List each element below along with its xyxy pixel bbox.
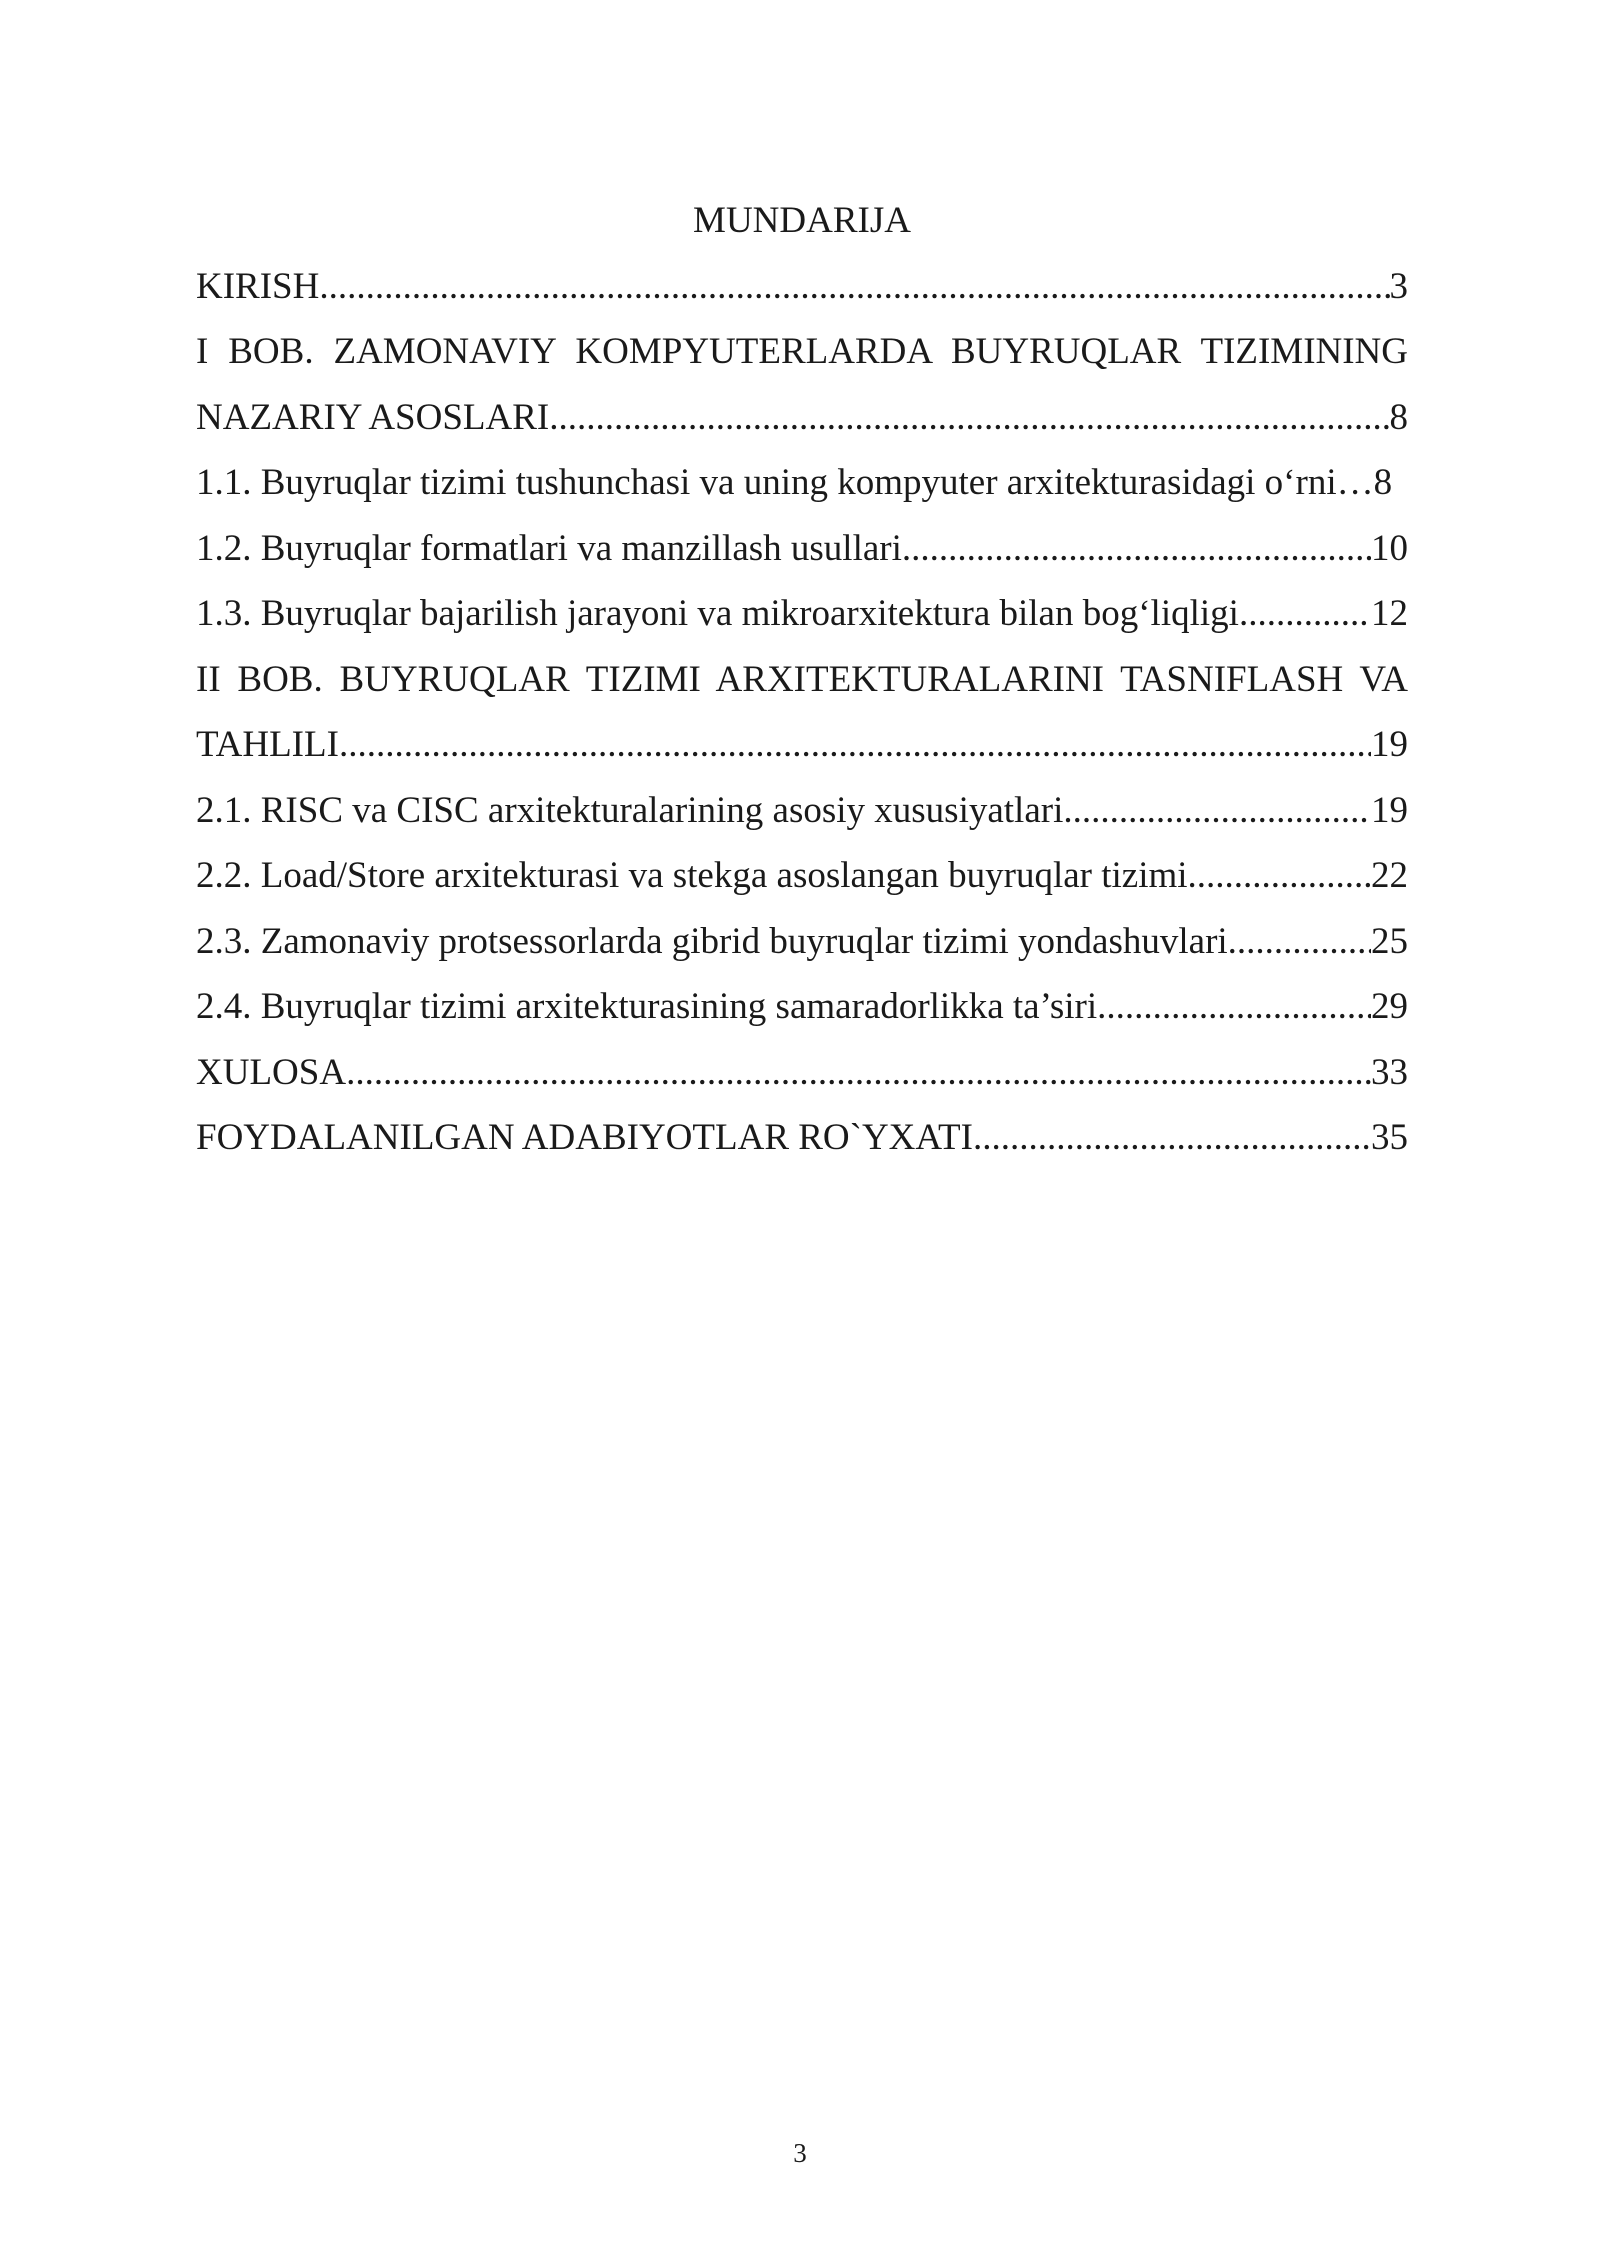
dot-leader <box>973 1105 1371 1171</box>
toc-entry-label: 2.2. Load/Store arxitekturasi va stekga asoslangan buyruqlar tizimi <box>196 855 1188 896</box>
dot-leader <box>339 712 1371 778</box>
dot-leader <box>1097 974 1371 1040</box>
toc-entry-page: 29 <box>1371 986 1408 1027</box>
toc-entry-label: 1.3. Buyruqlar bajarilish jarayoni va mikroarxitektura bilan bog‘liqligi <box>196 593 1239 634</box>
toc-entry-chapter-1[interactable] <box>196 385 1408 451</box>
toc-entry-chapter-2[interactable] <box>196 712 1408 778</box>
dot-leader <box>1188 843 1371 909</box>
toc-entry-1-1[interactable] <box>196 450 1408 516</box>
toc-chapter-1-title-line1[interactable]: I BOB. ZAMONAVIY KOMPYUTERLARDA BUYRUQLAR TIZIMINING <box>196 331 1408 372</box>
dot-leader <box>346 1040 1371 1106</box>
toc-entry-2-2[interactable] <box>196 843 1408 909</box>
toc-entry-page: 19 <box>1371 789 1408 831</box>
toc-entry-kirish[interactable] <box>196 254 1408 320</box>
toc-entry-label: NAZARIY ASOSLARI <box>196 396 550 438</box>
toc-title: MUNDARIJA <box>693 200 911 241</box>
page-number: 3 <box>793 2138 807 2168</box>
toc-entry-page: 3 <box>1389 265 1408 307</box>
toc-entry-label: 2.4. Buyruqlar tizimi arxitekturasining samaradorlikka ta’siri <box>196 986 1098 1027</box>
toc-entry-2-4[interactable] <box>196 974 1408 1040</box>
toc-entry-label: 2.1. RISC va CISC arxitekturalarining asosiy xususiyatlari <box>196 789 1064 831</box>
toc-entry-label: 1.1. Buyruqlar tizimi tushunchasi va uning kompyuter arxitekturasidagi o‘rni… <box>196 462 1374 503</box>
toc-entry-xulosa[interactable] <box>196 1040 1408 1106</box>
toc-entry-page: 33 <box>1371 1051 1408 1093</box>
dot-leader <box>1228 909 1371 975</box>
toc-entry-page: 25 <box>1371 920 1408 962</box>
toc-entry-page: 22 <box>1371 855 1408 896</box>
toc-entry-label: XULOSA <box>196 1051 347 1093</box>
toc-entry-2-3[interactable] <box>196 909 1408 975</box>
toc-entry-page: 35 <box>1371 1117 1408 1158</box>
toc-entry-label: FOYDALANILGAN ADABIYOTLAR RO`YXATI <box>196 1117 973 1158</box>
toc-entry-1-2[interactable] <box>196 516 1408 582</box>
toc-entry-page: 12 <box>1371 593 1408 634</box>
toc-entry-page: 8 <box>1389 396 1408 438</box>
table-of-contents <box>196 188 1408 1171</box>
toc-entry-label: KIRISH <box>196 265 320 307</box>
dot-leader <box>319 254 1389 320</box>
toc-entry-label: 1.2. Buyruqlar formatlari va manzillash usullari <box>196 527 902 569</box>
toc-entry-2-1[interactable] <box>196 778 1408 844</box>
toc-entry-1-3[interactable] <box>196 581 1408 647</box>
toc-entry-page: 8 <box>1373 462 1393 503</box>
toc-entry-label: TAHLILI <box>196 724 339 765</box>
toc-entry-references[interactable] <box>196 1105 1408 1171</box>
dot-leader <box>1239 581 1371 647</box>
toc-entry-label: 2.3. Zamonaviy protsessorlarda gibrid buyruqlar tizimi yondashuvlari <box>196 920 1228 962</box>
dot-leader <box>902 516 1371 582</box>
dot-leader <box>1063 778 1371 844</box>
toc-chapter-2-title-line1[interactable]: II BOB. BUYRUQLAR TIZIMI ARXITEKTURALARINI TASNIFLASH VA <box>196 658 1408 700</box>
toc-entry-page: 19 <box>1371 724 1408 765</box>
toc-entry-page: 10 <box>1371 527 1408 569</box>
dot-leader <box>549 385 1389 451</box>
